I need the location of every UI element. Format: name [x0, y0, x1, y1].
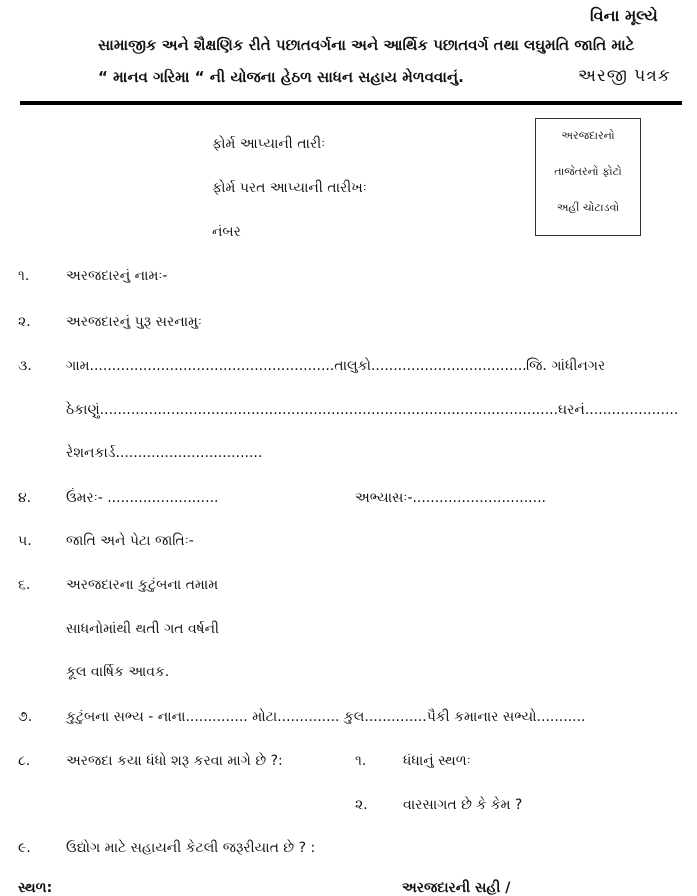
annual-income-line-2: સાધનોમાંથી થતી ગત વર્ષની: [66, 621, 220, 637]
free-of-cost-label: વિના મૂલ્યે: [590, 6, 658, 25]
business-type-field[interactable]: અરજદા કયા ધંધો શરૂ કરવા માગે છે ?:: [66, 753, 283, 769]
header-line-1: સામાજીક અને શૈક્ષણિક રીતે પછાતવર્ગના અને આર્થિક પછાતવર્ગ તથા લઘુમતિ જાતિ માટે: [98, 36, 635, 54]
assistance-required-field[interactable]: ઉદ્યોગ માટે સહાયની કેટલી જરૂરીયાત છે ? :: [66, 840, 316, 856]
form-return-date-label: ફોર્મ પરત આપ્યાની તારીખઃ: [212, 180, 367, 196]
annual-income-field[interactable]: કૂલ વાર્ષિક આવક.: [66, 664, 170, 680]
q9-number: ૯.: [18, 840, 31, 856]
q4-number: ૪.: [18, 490, 32, 506]
district-label: જિ. ગાંધીનગર: [526, 358, 606, 374]
village-field[interactable]: ગામ.........................................: [66, 358, 272, 374]
business-place-field[interactable]: ધંધાનું સ્થળઃ: [403, 753, 471, 769]
annual-income-line-1: અરજદારના કુટુંબના તમામ: [66, 577, 219, 593]
q2-number: ૨.: [18, 314, 31, 330]
place-label: સ્થળ:: [18, 880, 53, 896]
q8-sub2-number: ૨.: [355, 797, 368, 813]
form-number-label: નંબર: [212, 224, 241, 240]
caste-subcaste-field[interactable]: જાતિ અને પેટા જાતિઃ-: [66, 533, 194, 549]
photo-box: [535, 118, 641, 236]
applicant-name-field[interactable]: અરજદારનું નામઃ-: [66, 268, 168, 284]
q8-number: ૮.: [18, 753, 31, 769]
taluka-field[interactable]: ..............તાલુકો...................................: [272, 358, 527, 374]
q6-number: ૬.: [18, 577, 31, 593]
education-field[interactable]: અભ્યાસઃ-..............................: [355, 490, 546, 506]
q1-number: ૧.: [18, 268, 30, 284]
photo-box-line-2: તાજેતરનો ફોટો: [554, 165, 622, 178]
header-divider: [20, 101, 682, 105]
q7-number: ૭.: [18, 709, 33, 725]
photo-box-line-1: અરજદારનો: [561, 129, 615, 142]
q5-number: ૫.: [18, 533, 32, 549]
q3-number: ૩.: [18, 358, 32, 374]
ration-card-field[interactable]: રેશનકાર્ડ.................................: [66, 445, 263, 461]
q8-sub1-number: ૧.: [355, 753, 367, 769]
header-line-2: “ માનવ ગરિમા “ ની યોજના હેઠળ સાધન સહાય મેળવવાનું.: [98, 68, 464, 86]
age-field[interactable]: ઉંમરઃ- .........................: [66, 490, 219, 506]
hereditary-field[interactable]: વારસાગત છે કે કેમ ?: [403, 797, 523, 813]
residence-address-field[interactable]: ઠેકાણું.......................................................................................................ઘરનં.....................: [66, 402, 679, 418]
applicant-address-field[interactable]: અરજદારનું પુરૂ સરનામુઃ: [66, 314, 202, 330]
form-type-title: અરજી પત્રક: [578, 66, 671, 86]
family-members-field[interactable]: કુટુંબના સભ્ય - નાના.............. મોટા.............. કુલ..............પૈકી કમાનાર સભ્યો...........: [66, 709, 586, 725]
photo-box-line-3: અહીં ચોટાડવો: [556, 201, 620, 214]
applicant-signature-label: અરજદારની સહી /: [402, 880, 511, 896]
form-given-date-label: ફોર્મ આપ્યાની તારીઃ: [212, 136, 326, 152]
